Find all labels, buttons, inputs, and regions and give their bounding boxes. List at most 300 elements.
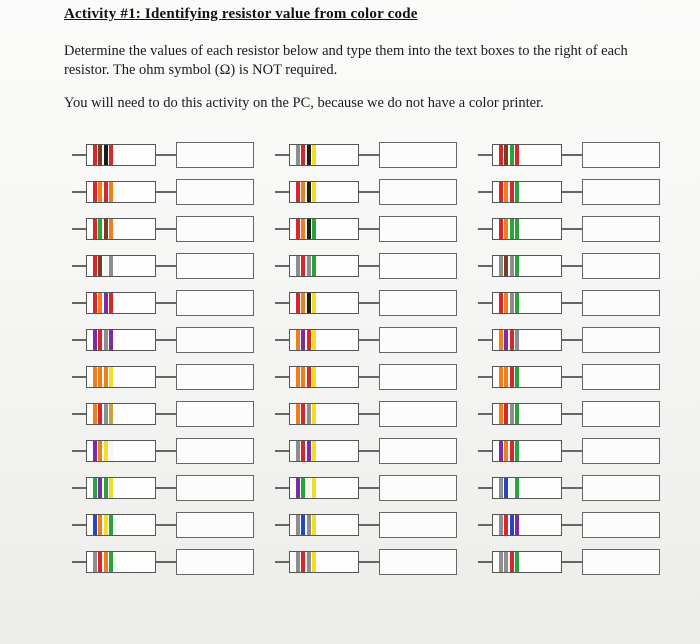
color-band xyxy=(93,219,97,239)
resistor-row xyxy=(275,438,457,464)
resistor-body xyxy=(492,551,562,573)
color-band xyxy=(296,330,300,350)
resistor-row xyxy=(478,179,660,205)
color-band xyxy=(296,441,300,461)
resistor-value-textbox[interactable] xyxy=(176,216,254,242)
resistor-lead-left xyxy=(275,265,289,267)
resistor-value-textbox[interactable] xyxy=(582,290,660,316)
resistor-lead-right xyxy=(359,413,379,415)
resistor-row xyxy=(72,401,254,427)
resistor-lead-left xyxy=(275,413,289,415)
resistor-lead-right xyxy=(156,302,176,304)
color-band xyxy=(93,404,97,424)
resistor-lead-left xyxy=(478,561,492,563)
resistor-body xyxy=(289,403,359,425)
color-band xyxy=(98,552,102,572)
color-band xyxy=(312,367,316,387)
resistor-lead-left xyxy=(275,561,289,563)
resistor-lead-right xyxy=(562,487,582,489)
resistor-lead-left xyxy=(275,376,289,378)
color-band xyxy=(104,441,108,461)
color-band xyxy=(104,145,108,165)
resistor-body xyxy=(492,366,562,388)
resistor-lead-right xyxy=(359,302,379,304)
resistor-body xyxy=(492,514,562,536)
resistor-body xyxy=(289,440,359,462)
color-band xyxy=(312,256,316,276)
resistor-body xyxy=(289,551,359,573)
resistor-lead-right xyxy=(156,450,176,452)
color-band xyxy=(510,219,514,239)
resistor-lead-left xyxy=(478,413,492,415)
resistor-value-textbox[interactable] xyxy=(582,438,660,464)
resistor-value-textbox[interactable] xyxy=(176,475,254,501)
color-band xyxy=(499,478,503,498)
resistor-lead-left xyxy=(72,413,86,415)
color-band xyxy=(307,293,311,313)
color-band xyxy=(499,515,503,535)
color-band xyxy=(296,367,300,387)
resistor-lead-left xyxy=(275,524,289,526)
color-band xyxy=(515,441,519,461)
color-band xyxy=(312,515,316,535)
color-band xyxy=(98,330,102,350)
resistor-value-textbox[interactable] xyxy=(176,327,254,353)
color-band xyxy=(499,367,503,387)
color-band xyxy=(499,404,503,424)
color-band xyxy=(307,256,311,276)
resistor-row xyxy=(478,438,660,464)
color-band xyxy=(504,256,508,276)
resistor-value-textbox[interactable] xyxy=(379,438,457,464)
resistor-body xyxy=(492,477,562,499)
color-band xyxy=(510,256,514,276)
resistor-row xyxy=(72,290,254,316)
color-band xyxy=(301,478,305,498)
resistor-value-textbox[interactable] xyxy=(582,401,660,427)
color-band xyxy=(499,145,503,165)
resistor-row xyxy=(72,253,254,279)
resistor-lead-right xyxy=(359,154,379,156)
resistor-lead-left xyxy=(478,265,492,267)
color-band xyxy=(301,367,305,387)
resistor-body xyxy=(492,181,562,203)
color-band xyxy=(296,256,300,276)
color-band xyxy=(499,552,503,572)
color-band xyxy=(515,552,519,572)
color-band xyxy=(301,552,305,572)
resistor-row xyxy=(478,327,660,353)
color-band xyxy=(307,404,311,424)
color-band xyxy=(98,478,102,498)
resistor-value-textbox[interactable] xyxy=(582,142,660,168)
resistor-body xyxy=(86,514,156,536)
color-band xyxy=(504,219,508,239)
resistor-value-textbox[interactable] xyxy=(176,364,254,390)
color-band xyxy=(104,478,108,498)
color-band xyxy=(98,293,102,313)
color-band xyxy=(307,330,311,350)
resistor-lead-left xyxy=(275,450,289,452)
resistor-lead-right xyxy=(156,376,176,378)
resistor-row xyxy=(478,549,660,575)
color-band xyxy=(307,182,311,202)
color-band xyxy=(109,404,113,424)
resistor-row xyxy=(72,142,254,168)
resistor-lead-right xyxy=(359,450,379,452)
color-band xyxy=(296,404,300,424)
resistor-grid xyxy=(72,142,660,575)
color-band xyxy=(307,145,311,165)
resistor-row xyxy=(275,142,457,168)
color-band xyxy=(307,478,311,498)
color-band xyxy=(296,515,300,535)
resistor-body xyxy=(86,477,156,499)
activity-title: Activity #1: Identifying resistor value from color code xyxy=(64,6,418,22)
color-band xyxy=(510,478,514,498)
resistor-lead-left xyxy=(72,524,86,526)
resistor-lead-left xyxy=(478,302,492,304)
resistor-row xyxy=(478,475,660,501)
resistor-value-textbox[interactable] xyxy=(379,327,457,353)
color-band xyxy=(301,330,305,350)
resistor-row xyxy=(275,364,457,390)
resistor-row xyxy=(275,327,457,353)
color-band xyxy=(499,441,503,461)
color-band xyxy=(312,552,316,572)
resistor-value-textbox[interactable] xyxy=(176,290,254,316)
resistor-lead-right xyxy=(562,339,582,341)
resistor-lead-right xyxy=(156,524,176,526)
resistor-lead-right xyxy=(156,265,176,267)
color-band xyxy=(307,552,311,572)
resistor-lead-right xyxy=(156,487,176,489)
color-band xyxy=(504,515,508,535)
resistor-row xyxy=(72,179,254,205)
resistor-lead-left xyxy=(72,191,86,193)
resistor-row xyxy=(478,216,660,242)
resistor-lead-left xyxy=(275,487,289,489)
resistor-body xyxy=(86,551,156,573)
color-band xyxy=(109,182,113,202)
resistor-body xyxy=(86,255,156,277)
resistor-body xyxy=(86,440,156,462)
color-band xyxy=(104,515,108,535)
resistor-row xyxy=(72,327,254,353)
color-band xyxy=(510,515,514,535)
color-band xyxy=(499,330,503,350)
color-band xyxy=(93,515,97,535)
resistor-lead-right xyxy=(562,228,582,230)
color-band xyxy=(515,182,519,202)
resistor-body xyxy=(492,292,562,314)
resistor-body xyxy=(86,218,156,240)
resistor-body xyxy=(86,292,156,314)
resistor-lead-right xyxy=(562,154,582,156)
color-band xyxy=(312,404,316,424)
color-band xyxy=(296,552,300,572)
color-band xyxy=(504,182,508,202)
color-band xyxy=(312,441,316,461)
color-band xyxy=(109,515,113,535)
color-band xyxy=(510,182,514,202)
resistor-lead-left xyxy=(478,524,492,526)
color-band xyxy=(109,441,113,461)
color-band xyxy=(515,515,519,535)
color-band xyxy=(301,404,305,424)
color-band xyxy=(312,293,316,313)
resistor-row xyxy=(275,401,457,427)
resistor-row xyxy=(275,179,457,205)
resistor-value-textbox[interactable] xyxy=(582,364,660,390)
resistor-body xyxy=(289,477,359,499)
resistor-lead-left xyxy=(72,376,86,378)
color-band xyxy=(98,515,102,535)
color-band xyxy=(109,330,113,350)
resistor-row xyxy=(72,512,254,538)
resistor-row xyxy=(275,475,457,501)
color-band xyxy=(93,478,97,498)
resistor-value-textbox[interactable] xyxy=(582,216,660,242)
resistor-value-textbox[interactable] xyxy=(379,512,457,538)
resistor-row xyxy=(72,475,254,501)
resistor-lead-left xyxy=(72,265,86,267)
resistor-lead-right xyxy=(562,376,582,378)
color-band xyxy=(104,367,108,387)
color-band xyxy=(104,404,108,424)
resistor-row xyxy=(478,512,660,538)
resistor-lead-left xyxy=(478,450,492,452)
resistor-body xyxy=(86,329,156,351)
resistor-body xyxy=(492,403,562,425)
color-band xyxy=(98,441,102,461)
color-band xyxy=(93,552,97,572)
color-band xyxy=(504,367,508,387)
resistor-row xyxy=(72,549,254,575)
resistor-value-textbox[interactable] xyxy=(176,549,254,575)
resistor-body xyxy=(289,255,359,277)
resistor-body xyxy=(289,514,359,536)
resistor-lead-left xyxy=(478,191,492,193)
color-band xyxy=(104,552,108,572)
resistor-value-textbox[interactable] xyxy=(176,401,254,427)
color-band xyxy=(104,182,108,202)
color-band xyxy=(510,293,514,313)
resistor-body xyxy=(492,329,562,351)
color-band xyxy=(104,293,108,313)
color-band xyxy=(312,182,316,202)
resistor-column xyxy=(275,142,457,575)
color-band xyxy=(93,367,97,387)
color-band xyxy=(98,219,102,239)
color-band xyxy=(296,219,300,239)
resistor-body xyxy=(492,440,562,462)
color-band xyxy=(109,293,113,313)
resistor-value-textbox[interactable] xyxy=(379,142,457,168)
resistor-body xyxy=(86,366,156,388)
resistor-lead-left xyxy=(275,154,289,156)
resistor-lead-left xyxy=(72,561,86,563)
color-band xyxy=(504,478,508,498)
resistor-lead-right xyxy=(562,302,582,304)
color-band xyxy=(301,293,305,313)
resistor-lead-left xyxy=(478,487,492,489)
color-band xyxy=(98,256,102,276)
color-band xyxy=(301,145,305,165)
resistor-body xyxy=(86,403,156,425)
color-band xyxy=(515,478,519,498)
resistor-lead-right xyxy=(562,191,582,193)
color-band xyxy=(515,367,519,387)
resistor-value-textbox[interactable] xyxy=(176,253,254,279)
resistor-lead-right xyxy=(562,524,582,526)
color-band xyxy=(109,478,113,498)
color-band xyxy=(93,256,97,276)
resistor-row xyxy=(478,364,660,390)
color-band xyxy=(510,145,514,165)
instructions-paragraph: Determine the values of each resistor below and type them into the text boxes to the right of each resistor. The ohm symbol (Ω) is NOT required. xyxy=(64,43,628,78)
color-band xyxy=(93,330,97,350)
color-band xyxy=(98,367,102,387)
resistor-lead-left xyxy=(72,302,86,304)
color-band xyxy=(307,367,311,387)
color-band xyxy=(504,441,508,461)
color-band xyxy=(510,367,514,387)
color-band xyxy=(301,219,305,239)
color-band xyxy=(301,515,305,535)
resistor-value-textbox[interactable] xyxy=(379,216,457,242)
resistor-lead-left xyxy=(478,376,492,378)
resistor-value-textbox[interactable] xyxy=(582,179,660,205)
resistor-value-textbox[interactable] xyxy=(379,549,457,575)
resistor-row xyxy=(478,401,660,427)
color-band xyxy=(301,182,305,202)
color-band xyxy=(93,293,97,313)
color-band xyxy=(296,145,300,165)
color-band xyxy=(510,552,514,572)
color-band xyxy=(515,219,519,239)
resistor-body xyxy=(86,181,156,203)
printer-note-paragraph: You will need to do this activity on the PC, because we do not have a color printer. xyxy=(64,95,544,111)
color-band xyxy=(301,256,305,276)
resistor-value-textbox[interactable] xyxy=(379,290,457,316)
resistor-lead-right xyxy=(359,228,379,230)
resistor-value-textbox[interactable] xyxy=(176,142,254,168)
color-band xyxy=(499,293,503,313)
resistor-lead-left xyxy=(72,154,86,156)
color-band xyxy=(504,293,508,313)
resistor-row xyxy=(275,290,457,316)
color-band xyxy=(510,441,514,461)
resistor-row xyxy=(72,438,254,464)
color-band xyxy=(504,404,508,424)
resistor-value-textbox[interactable] xyxy=(582,512,660,538)
resistor-lead-right xyxy=(359,524,379,526)
resistor-value-textbox[interactable] xyxy=(582,327,660,353)
resistor-row xyxy=(478,253,660,279)
color-band xyxy=(109,219,113,239)
color-band xyxy=(515,330,519,350)
resistor-lead-right xyxy=(562,561,582,563)
color-band xyxy=(307,219,311,239)
color-band xyxy=(312,219,316,239)
resistor-row xyxy=(275,216,457,242)
resistor-body xyxy=(492,218,562,240)
color-band xyxy=(296,293,300,313)
resistor-lead-left xyxy=(478,339,492,341)
color-band xyxy=(515,256,519,276)
color-band xyxy=(104,219,108,239)
color-band xyxy=(515,145,519,165)
resistor-lead-left xyxy=(275,339,289,341)
resistor-body xyxy=(289,366,359,388)
resistor-row xyxy=(72,216,254,242)
resistor-lead-right xyxy=(359,191,379,193)
color-band xyxy=(109,367,113,387)
resistor-lead-left xyxy=(72,450,86,452)
resistor-lead-left xyxy=(275,302,289,304)
resistor-lead-left xyxy=(72,339,86,341)
resistor-lead-right xyxy=(359,376,379,378)
resistor-value-textbox[interactable] xyxy=(379,475,457,501)
resistor-value-textbox[interactable] xyxy=(582,253,660,279)
color-band xyxy=(307,515,311,535)
resistor-body xyxy=(289,292,359,314)
resistor-value-textbox[interactable] xyxy=(176,179,254,205)
color-band xyxy=(312,145,316,165)
resistor-lead-left xyxy=(275,228,289,230)
resistor-value-textbox[interactable] xyxy=(176,438,254,464)
resistor-value-textbox[interactable] xyxy=(582,549,660,575)
color-band xyxy=(504,552,508,572)
color-band xyxy=(109,145,113,165)
resistor-value-textbox[interactable] xyxy=(379,401,457,427)
resistor-lead-right xyxy=(562,450,582,452)
resistor-value-textbox[interactable] xyxy=(379,179,457,205)
color-band xyxy=(499,219,503,239)
color-band xyxy=(98,182,102,202)
resistor-lead-left xyxy=(275,191,289,193)
resistor-lead-right xyxy=(156,154,176,156)
color-band xyxy=(109,256,113,276)
color-band xyxy=(98,145,102,165)
resistor-column xyxy=(72,142,254,575)
color-band xyxy=(104,330,108,350)
resistor-value-textbox[interactable] xyxy=(582,475,660,501)
resistor-body xyxy=(86,144,156,166)
resistor-value-textbox[interactable] xyxy=(379,364,457,390)
resistor-lead-left xyxy=(72,487,86,489)
color-band xyxy=(515,293,519,313)
color-band xyxy=(510,330,514,350)
resistor-lead-left xyxy=(72,228,86,230)
resistor-row xyxy=(72,364,254,390)
color-band xyxy=(499,256,503,276)
color-band xyxy=(515,404,519,424)
resistor-value-textbox[interactable] xyxy=(176,512,254,538)
resistor-body xyxy=(289,181,359,203)
resistor-lead-right xyxy=(156,228,176,230)
color-band xyxy=(109,552,113,572)
resistor-row xyxy=(275,253,457,279)
color-band xyxy=(307,441,311,461)
resistor-lead-right xyxy=(359,339,379,341)
resistor-lead-right xyxy=(156,413,176,415)
resistor-lead-right xyxy=(359,265,379,267)
color-band xyxy=(301,441,305,461)
color-band xyxy=(98,404,102,424)
resistor-value-textbox[interactable] xyxy=(379,253,457,279)
